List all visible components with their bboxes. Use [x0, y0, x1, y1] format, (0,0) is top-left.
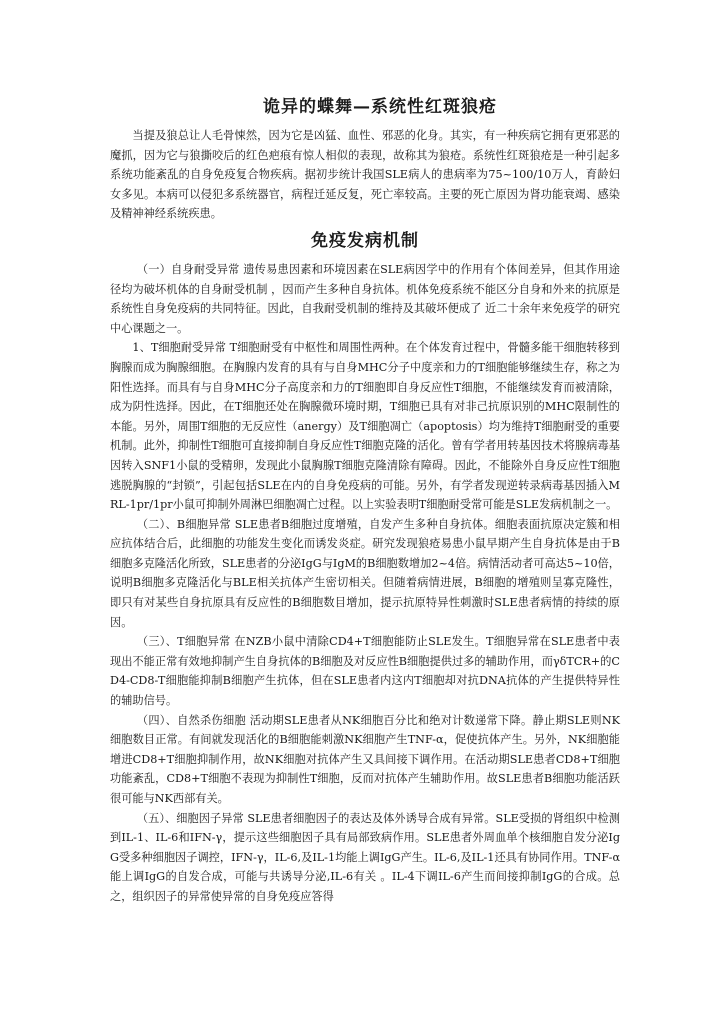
- intro-paragraph: 当提及狼总让人毛骨悚然，因为它是凶猛、血性、邪恶的化身。其实，有一种疾病它拥有更邪恶的魔抓，因为它与狼撕咬后的红色疤痕有惊人相似的表现，故称其为狼疮。系统性红斑狼疮是一种引起多系统功能紊乱的自身免疫复合物疾病。据初步统计我国SLE病人的患病率为75~100/10万人，育龄妇女多见。本病可以侵犯多系统器官，病程迁延反复，死亡率较高。主要的死亡原因为肾功能衰竭、感染及精神神经系统疾患。: [110, 129, 620, 221]
- paragraph-t-cell: （三）、T细胞异常 在NZB小鼠中清除CD4+T细胞能防止SLE发生。T细胞异常在SLE患者中表现出不能正常有效地抑制产生自身抗体的B细胞及对反应性B细胞提供过多的辅助作用，而γδTCR+的CD4-CD8-T细胞能抑制B细胞产生抗体，但在SLE患者内这内T细胞却对抗DNA抗体的产生提供特异性的辅助信号。: [110, 635, 620, 708]
- intro-section: [110, 126, 620, 224]
- document-page: [110, 96, 620, 907]
- paragraph-nk-cell: （四）、自然杀伤细胞 活动期SLE患者从NK细胞百分比和绝对计数递常下降。静止期SLE则NK细胞数目正常。有间就发现活化的B细胞能刺激NK细胞产生TNF-α，促使抗体产生。另外，NK细胞能增进CD8+T细胞抑制作用，故NK细胞对抗体产生又具间接下调作用。在活动期SLE患者CD8+T细胞功能紊乱，CD8+T细胞不表现为抑制性T细胞，反而对抗体产生辅助作用。故SLE患者B细胞功能活跃很可能与NK西部有关。: [110, 713, 620, 805]
- document-title: 诡异的蝶舞—系统性红斑狼疮: [263, 97, 497, 117]
- paragraph-b-cell: （二）、B细胞异常 SLE患者B细胞过度增殖，自发产生多种自身抗体。细胞表面抗原决定簇和相应抗体结合后，此细胞的功能发生变化而诱发炎症。研究发现狼疮易患小鼠早期产生自身抗体是由于B细胞多克隆活化所致，SLE患者的分泌IgG与IgM的B细胞数增加2~4倍。病情活动者可高达5~10倍，说明B细胞多克隆活化与BLE相关抗体产生密切相关。但随着病情进展，B细胞的增殖则呈寡克隆性，即只有对某些自身抗原具有反应性的B细胞数目增加，提示抗原特异性刺激时SLE患者病情的持续的原因。: [110, 517, 620, 629]
- paragraph-cytokine: （五）、细胞因子异常 SLE患者细胞因子的表达及体外诱导合成有异常。SLE受损的肾组织中检测到IL-1、IL-6和IFN-γ，提示这些细胞因子具有局部致病作用。SLE患者外周血单个核细胞自发分泌IgG受多种细胞因子调控，IFN-γ，IL-6,及IL-1均能上调IgG产生。IL-6,及IL-1还具有协同作用。TNF-α能上调IgG的自发合成，可能与共诱导分泌,IL-6有关 。IL-4下调IL-6产生而间接抑制IgG的合成。总之，组织因子的异常使异常的自身免疫应答得: [110, 811, 620, 903]
- mechanism-section: [110, 260, 620, 907]
- section-title: 免疫发病机制: [311, 230, 419, 251]
- paragraph-t-cell-tolerance: 1、T细胞耐受异常 T细胞耐受有中枢性和周围性两种。在个体发育过程中，骨髓多能干细胞转移到胸腺而成为胸腺细胞。在胸腺内发育的具有与自身MHC分子中度亲和力的T细胞能够继续生存，称之为阳性选择。而具有与自身MHC分子高度亲和力的T细胞即自身反应性T细胞，不能继续发育而被清除，成为阴性选择。因此，在T细胞还处在胸腺微环境时期，T细胞已具有对非己抗原识别的MHC限制性的本能。另外，周围T细胞的无反应性（anergy）及T细胞凋亡（apoptosis）均为维持T细胞耐受的重要机制。此外，抑制性T细胞可直接抑制自身反应性T细胞克隆的活化。曾有学者用转基因技术将腺病毒基因转入SNF1小鼠的受精卵，发现此小鼠胸腺T细胞克隆清除有障碍。因此，不能除外自身反应性T细胞逃脱胸腺的“封锁”，引起包括SLE在内的自身免疫病的可能。另外，有学者发现逆转录病毒基因插入MRL-1pr/1pr小鼠可抑制外周淋巴细胞凋亡过程。以上实验表明T细胞耐受常可能是SLE发病机制之一。: [110, 341, 620, 512]
- paragraph-autoimmune-tolerance: （一）自身耐受异常 遗传易患因素和环境因素在SLE病因学中的作用有个体间差异，但其作用途径均为破坏机体的自身耐受机制 ，因而产生多种自身抗体。机体免疫系统不能区分自身和外来的抗原是系统性自身免疫病的共同特征。因此，自我耐受机制的维持及其破坏便成了 近二十余年来免疫学的研究中心课题之一。: [110, 262, 620, 335]
